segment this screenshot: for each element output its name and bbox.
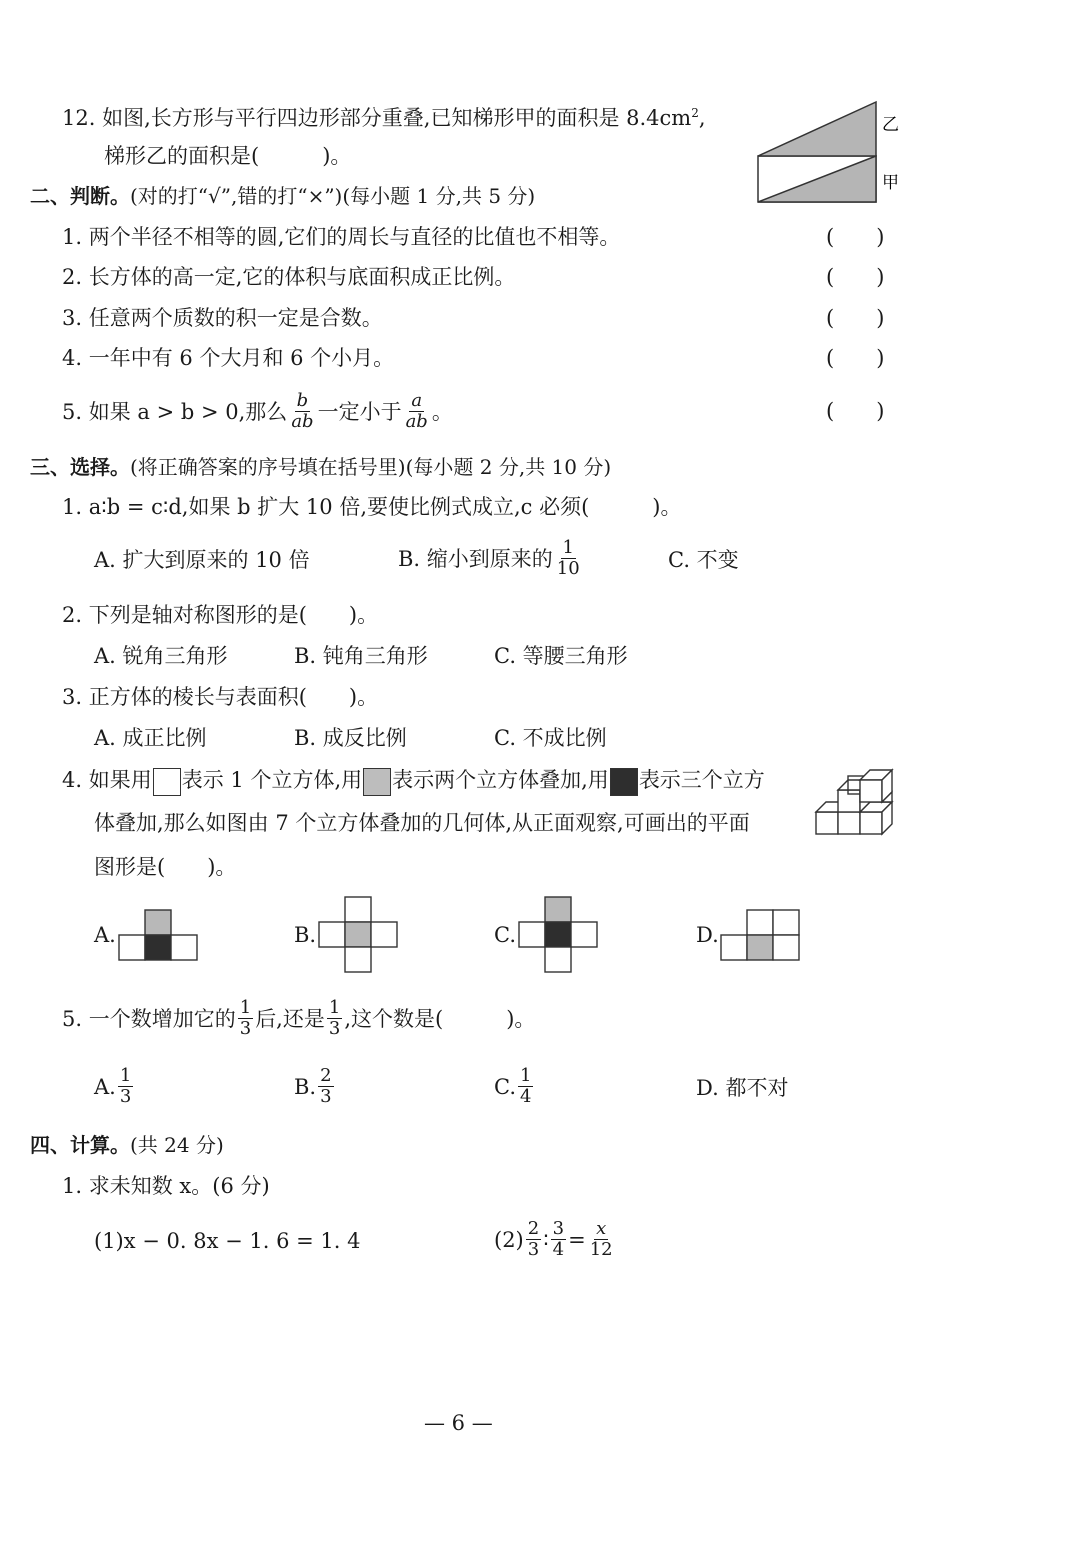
label-yi: 乙 — [882, 115, 899, 135]
dark-square-icon — [610, 768, 638, 796]
sec3-q5-option-a[interactable]: A. $\frac{1}{3}$ — [94, 1065, 132, 1107]
q12-line1: 12. 如图,长方形与平行四边形部分重叠,已知梯形甲的面积是 $8.4cm^2$, — [62, 106, 706, 130]
answer-paren[interactable]: ( ) — [826, 399, 885, 423]
sec3-q3-option-a[interactable]: A. 成正比例 — [94, 726, 207, 750]
answer-paren[interactable]: ( ) — [826, 265, 885, 289]
fraction: $\frac{1}{10}$ — [556, 537, 580, 579]
fraction: $\frac{1}{3}$ — [328, 997, 341, 1039]
cube-stack-figure — [812, 762, 904, 844]
option-c-figure[interactable] — [518, 895, 598, 975]
sec3-q4-line3: 图形是( )。 — [94, 855, 237, 879]
option-d-figure[interactable] — [720, 908, 800, 963]
sec3-q4-option-a-label[interactable]: A. — [94, 923, 116, 947]
fraction: $\frac{3}{4}$ — [552, 1218, 565, 1260]
sec3-heading: 三、选择。(将正确答案的序号填在括号里)(每小题 2 分,共 10 分) — [30, 455, 612, 479]
sec3-q4-line1: 4. 如果用 表示 1 个立方体,用 表示两个立方体叠加,用 表示三个立方 — [62, 765, 765, 796]
fraction: $\frac{x}{12}$ — [589, 1218, 613, 1260]
sec3-q1-option-c[interactable]: C. 不变 — [668, 548, 739, 572]
sec3-q4-option-d-label[interactable]: D. — [696, 923, 719, 947]
sec3-q4-option-b-label[interactable]: B. — [294, 923, 317, 947]
answer-paren[interactable]: ( ) — [826, 346, 885, 370]
sec3-q1-option-a[interactable]: A. 扩大到原来的 10 倍 — [94, 548, 310, 572]
sec4-q1-part2: (2) $\frac{2}{3}$ ∶ $\frac{3}{4}$ = $\frac{x}{12}$ — [494, 1218, 613, 1260]
sec3-q2-option-a[interactable]: A. 锐角三角形 — [94, 644, 228, 668]
sec4-q1: 1. 求未知数 x。(6 分) — [62, 1174, 270, 1198]
sec3-q5-option-b[interactable]: B. $\frac{2}{3}$ — [294, 1065, 332, 1107]
sec2-item-3: 3. 任意两个质数的积一定是合数。 — [62, 306, 383, 330]
option-b-figure[interactable] — [318, 895, 398, 975]
fraction: $\frac{1}{3}$ — [239, 997, 252, 1039]
fraction: $\frac{1}{4}$ — [520, 1065, 532, 1107]
fraction: $\frac{a}{ab}$ — [405, 390, 428, 432]
sec3-q5: 5. 一个数增加它的 $\frac{1}{3}$ 后,还是 $\frac{1}{3}$ ,这个数是( )。 — [62, 997, 536, 1039]
sec4-heading: 四、计算。(共 24 分) — [30, 1133, 224, 1157]
answer-paren[interactable]: ( ) — [826, 306, 885, 330]
sec3-q5-option-d[interactable]: D. 都不对 — [696, 1076, 789, 1100]
fraction: $\frac{1}{3}$ — [119, 1065, 132, 1107]
sec3-q4-line2: 体叠加,那么如图由 7 个立方体叠加的几何体,从正面观察,可画出的平面 — [94, 811, 750, 835]
fraction: $\frac{b}{ab}$ — [291, 390, 314, 432]
sec3-q2-option-b[interactable]: B. 钝角三角形 — [294, 644, 428, 668]
white-square-icon — [153, 768, 181, 796]
sec2-item-1: 1. 两个半径不相等的圆,它们的周长与直径的比值也不相等。 — [62, 225, 621, 249]
sec2-item-5: 5. 如果 a > b > 0,那么 $\frac{b}{ab}$ 一定小于 $\frac{a}{ab}$ 。 — [62, 390, 453, 432]
sec3-q5-option-c[interactable]: C. $\frac{1}{4}$ — [494, 1065, 532, 1107]
sec2-item-2: 2. 长方体的高一定,它的体积与底面积成正比例。 — [62, 265, 516, 289]
sec3-q2: 2. 下列是轴对称图形的是( )。 — [62, 603, 379, 627]
q12-trapezoid-figure — [755, 98, 905, 208]
label-jia: 甲 — [882, 173, 899, 193]
sec3-q1: 1. a∶b = c∶d,如果 b 扩大 10 倍,要使比例式成立,c 必须( )。 — [62, 495, 682, 519]
page-number: — 6 — — [424, 1411, 493, 1435]
answer-paren[interactable]: ( ) — [826, 225, 885, 249]
q12-line2: 梯形乙的面积是( )。 — [104, 144, 352, 168]
sec2-heading: 二、判断。(对的打“√”,错的打“×”)(每小题 1 分,共 5 分) — [30, 184, 536, 208]
fraction: $\frac{2}{3}$ — [320, 1065, 332, 1107]
fraction: $\frac{2}{3}$ — [527, 1218, 540, 1260]
option-a-figure[interactable] — [118, 908, 198, 963]
sec4-q1-part1: (1)x − 0. 8x − 1. 6 = 1. 4 — [94, 1229, 361, 1253]
sec3-q4-option-c-label[interactable]: C. — [494, 923, 516, 947]
sec3-q2-option-c[interactable]: C. 等腰三角形 — [494, 644, 628, 668]
sec3-q3-option-b[interactable]: B. 成反比例 — [294, 726, 407, 750]
sec3-q3: 3. 正方体的棱长与表面积( )。 — [62, 685, 379, 709]
sec2-item-4: 4. 一年中有 6 个大月和 6 个小月。 — [62, 346, 395, 370]
sec3-q3-option-c[interactable]: C. 不成比例 — [494, 726, 607, 750]
gray-square-icon — [363, 768, 391, 796]
sec3-q1-option-b[interactable]: B. 缩小到原来的 $\frac{1}{10}$ — [398, 537, 580, 579]
